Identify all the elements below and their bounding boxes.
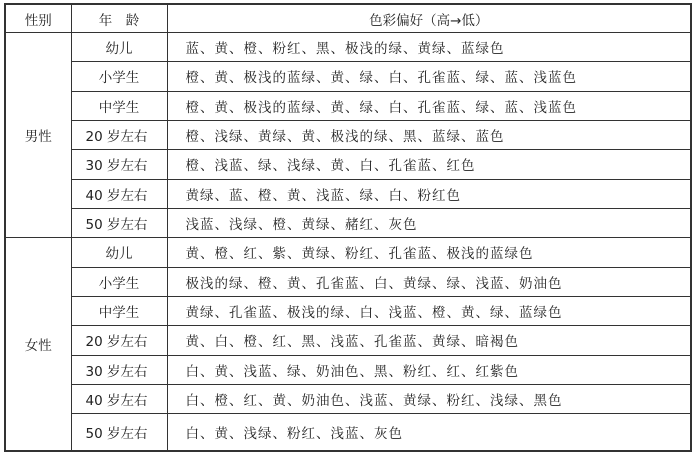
preference-cell: 蓝、黄、橙、粉红、黑、极浅的绿、黄绿、蓝绿色 xyxy=(167,33,691,62)
header-gender: 性别 xyxy=(5,4,71,33)
age-cell: 幼儿 xyxy=(71,238,167,267)
preference-cell: 极浅的绿、橙、黄、孔雀蓝、白、黄绿、绿、浅蓝、奶油色 xyxy=(167,267,691,296)
gender-cell-female: 女性 xyxy=(5,238,71,451)
preference-cell: 橙、黄、极浅的蓝绿、黄、绿、白、孔雀蓝、绿、蓝、浅蓝色 xyxy=(167,62,691,91)
table-row xyxy=(5,384,691,413)
age-cell: 30 岁左右 xyxy=(71,150,167,179)
age-cell: 中学生 xyxy=(71,91,167,120)
color-preference-table xyxy=(4,3,692,452)
table-row xyxy=(5,296,691,325)
table-row xyxy=(5,150,691,179)
preference-cell: 黄绿、孔雀蓝、极浅的绿、白、浅蓝、橙、黄、绿、蓝绿色 xyxy=(167,296,691,325)
table-row xyxy=(5,208,691,237)
table-row xyxy=(5,267,691,296)
table-row xyxy=(5,179,691,208)
preference-cell: 白、黄、浅蓝、绿、奶油色、黑、粉红、红、红紫色 xyxy=(167,355,691,384)
table-row xyxy=(5,91,691,120)
header-row xyxy=(5,4,691,33)
preference-cell: 橙、浅绿、黄绿、黄、极浅的绿、黑、蓝绿、蓝色 xyxy=(167,120,691,149)
table-row xyxy=(5,238,691,267)
preference-cell: 橙、黄、极浅的蓝绿、黄、绿、白、孔雀蓝、绿、蓝、浅蓝色 xyxy=(167,91,691,120)
age-cell: 小学生 xyxy=(71,62,167,91)
preference-cell: 黄、橙、红、紫、黄绿、粉红、孔雀蓝、极浅的蓝绿色 xyxy=(167,238,691,267)
header-age: 年 龄 xyxy=(71,4,167,33)
age-cell: 20 岁左右 xyxy=(71,326,167,355)
gender-cell-male: 男性 xyxy=(5,33,71,238)
age-cell: 40 岁左右 xyxy=(71,384,167,413)
age-cell: 40 岁左右 xyxy=(71,179,167,208)
age-cell: 20 岁左右 xyxy=(71,120,167,149)
table-row xyxy=(5,326,691,355)
preference-cell: 橙、浅蓝、绿、浅绿、黄、白、孔雀蓝、红色 xyxy=(167,150,691,179)
header-preference: 色彩偏好（高→低） xyxy=(167,4,691,33)
age-cell: 50 岁左右 xyxy=(71,414,167,451)
preference-cell: 黄绿、蓝、橙、黄、浅蓝、绿、白、粉红色 xyxy=(167,179,691,208)
table-row xyxy=(5,355,691,384)
table-row xyxy=(5,120,691,149)
age-cell: 小学生 xyxy=(71,267,167,296)
table-row xyxy=(5,414,691,451)
age-cell: 30 岁左右 xyxy=(71,355,167,384)
preference-cell: 白、黄、浅绿、粉红、浅蓝、灰色 xyxy=(167,414,691,451)
table-row xyxy=(5,62,691,91)
preference-cell: 白、橙、红、黄、奶油色、浅蓝、黄绿、粉红、浅绿、黑色 xyxy=(167,384,691,413)
age-cell: 中学生 xyxy=(71,296,167,325)
preference-cell: 浅蓝、浅绿、橙、黄绿、赭红、灰色 xyxy=(167,208,691,237)
age-cell: 幼儿 xyxy=(71,33,167,62)
preference-cell: 黄、白、橙、红、黑、浅蓝、孔雀蓝、黄绿、暗褐色 xyxy=(167,326,691,355)
age-cell: 50 岁左右 xyxy=(71,208,167,237)
table-row xyxy=(5,33,691,62)
